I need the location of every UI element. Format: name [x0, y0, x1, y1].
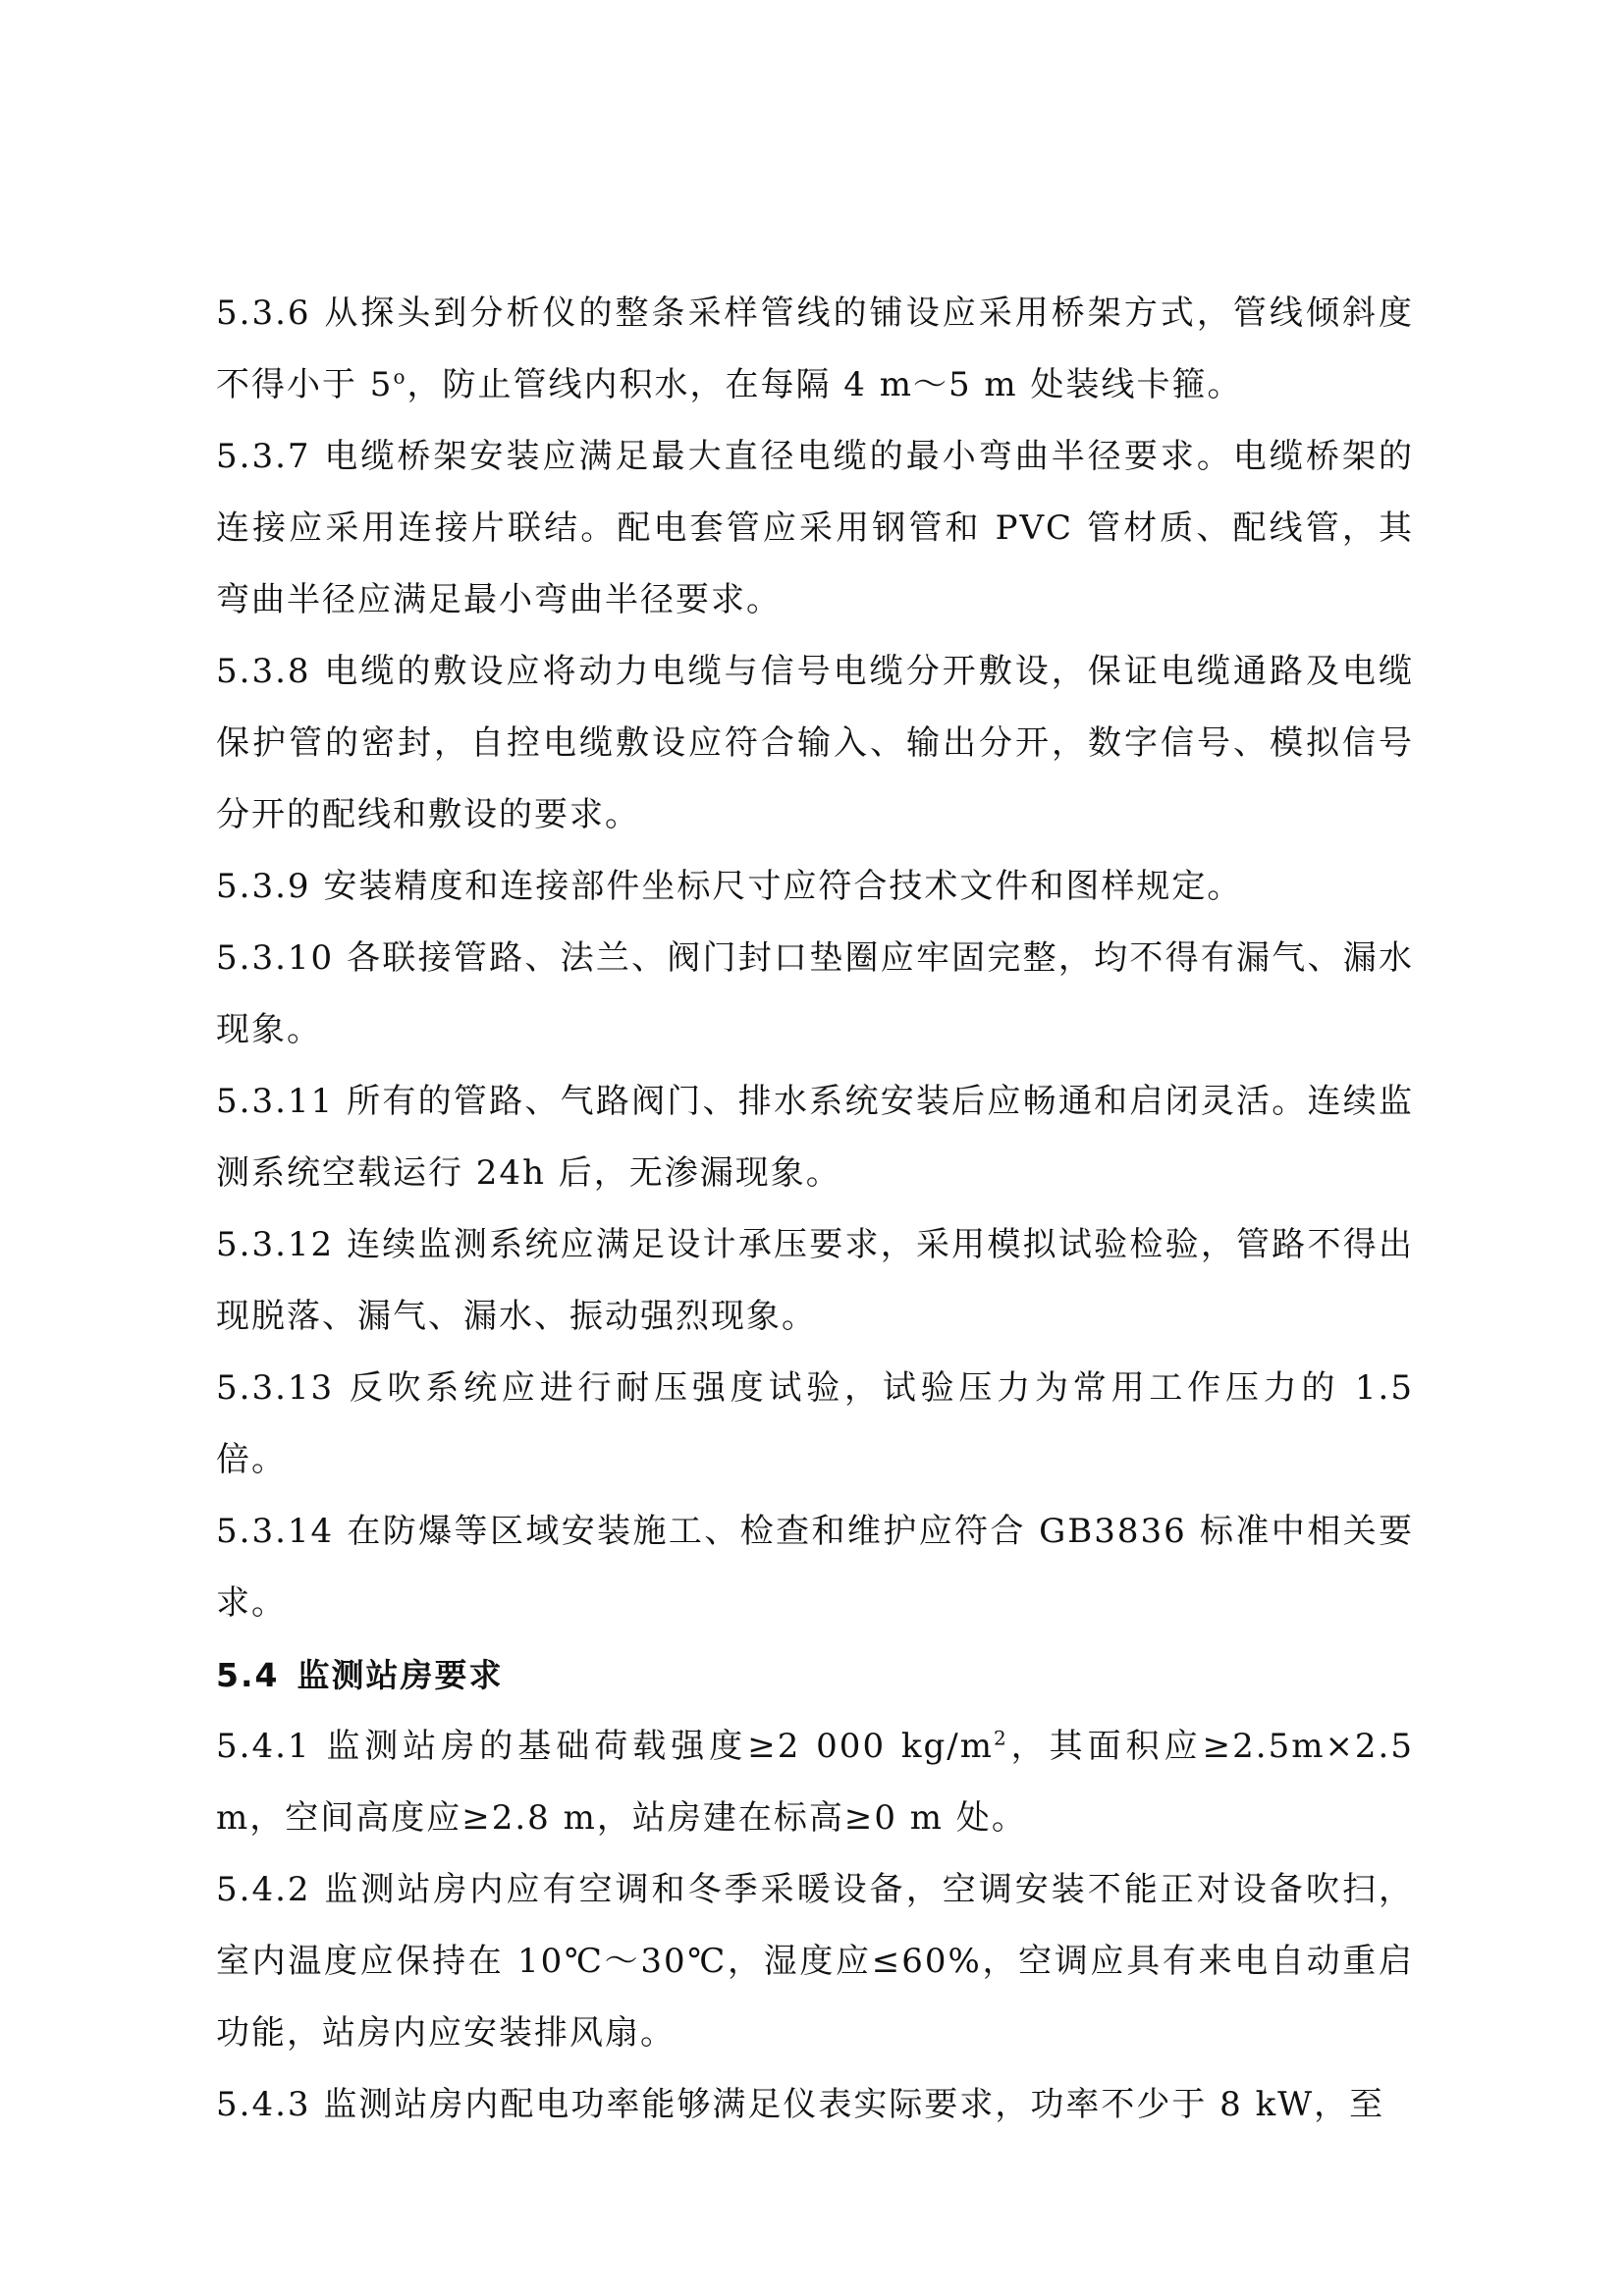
clause-5-3-6 — [216, 278, 1414, 421]
section-title: 监测站房要求 — [297, 1656, 504, 1694]
clause-text: 5.4.1 监测站房的基础荷载强度≥2 000 kg/m — [216, 1727, 994, 1766]
document-body — [216, 278, 1414, 2141]
clause-5-3-7: 5.3.7 电缆桥架安装应满足最大直径电缆的最小弯曲半径要求。电缆桥架的连接应采用连接片联结。配电套管应采用钢管和 PVC 管材质、配线管，其弯曲半径应满足最小弯曲半径要求。 — [216, 437, 1414, 619]
clause-text-tail: ，防止管线内积水，在每隔 4 m～5 m 处装线卡箍。 — [406, 365, 1243, 404]
section-number: 5.4 — [216, 1656, 280, 1694]
clause-5-3-8: 5.3.8 电缆的敷设应将动力电缆与信号电缆分开敷设，保证电缆通路及电缆保护管的密封，自控电缆敷设应符合输入、输出分开，数字信号、模拟信号分开的配线和敷设的要求。 — [216, 652, 1414, 834]
clause-5-4-1 — [216, 1711, 1414, 1854]
clause-5-3-14: 5.3.14 在防爆等区域安装施工、检查和维护应符合 GB3836 标准中相关要求。 — [216, 1512, 1414, 1623]
superscript: 2 — [993, 1726, 1008, 1750]
clause-5-3-13: 5.3.13 反吹系统应进行耐压强度试验，试验压力为常用工作压力的 1.5 倍。 — [216, 1368, 1414, 1479]
clause-5-3-10: 5.3.10 各联接管路、法兰、阀门封口垫圈应牢固完整，均不得有漏气、漏水现象。 — [216, 938, 1414, 1049]
clause-5-4-3: 5.4.3 监测站房内配电功率能够满足仪表实际要求，功率不少于 8 kW，至 — [216, 2085, 1385, 2124]
clause-text-tail: ，其面积应≥2.5m×2.5m，空间高度应≥2.8 m，站房建在标高≥0 m 处。 — [216, 1727, 1414, 1838]
section-heading — [216, 1639, 1414, 1711]
clause-5-4-2: 5.4.2 监测站房内应有空调和冬季采暖设备，空调安装不能正对设备吹扫，室内温度应保持在 10℃～30℃，湿度应≤60%，空调应具有来电自动重启功能，站房内应安装排风扇。 — [216, 1870, 1414, 2053]
clause-5-3-12: 5.3.12 连续监测系统应满足设计承压要求，采用模拟试验检验，管路不得出现脱落、漏气、漏水、振动强烈现象。 — [216, 1225, 1414, 1336]
clause-5-3-11: 5.3.11 所有的管路、气路阀门、排水系统安装后应畅通和启闭灵活。连续监测系统空载运行 24h 后，无渗漏现象。 — [216, 1082, 1414, 1193]
superscript: o — [393, 364, 407, 389]
clause-5-3-9: 5.3.9 安装精度和连接部件坐标尺寸应符合技术文件和图样规定。 — [216, 867, 1243, 906]
clause-text: 5.3.6 从探头到分析仪的整条采样管线的铺设应采用桥架方式，管线倾斜度不得小于 5 — [216, 294, 1414, 404]
